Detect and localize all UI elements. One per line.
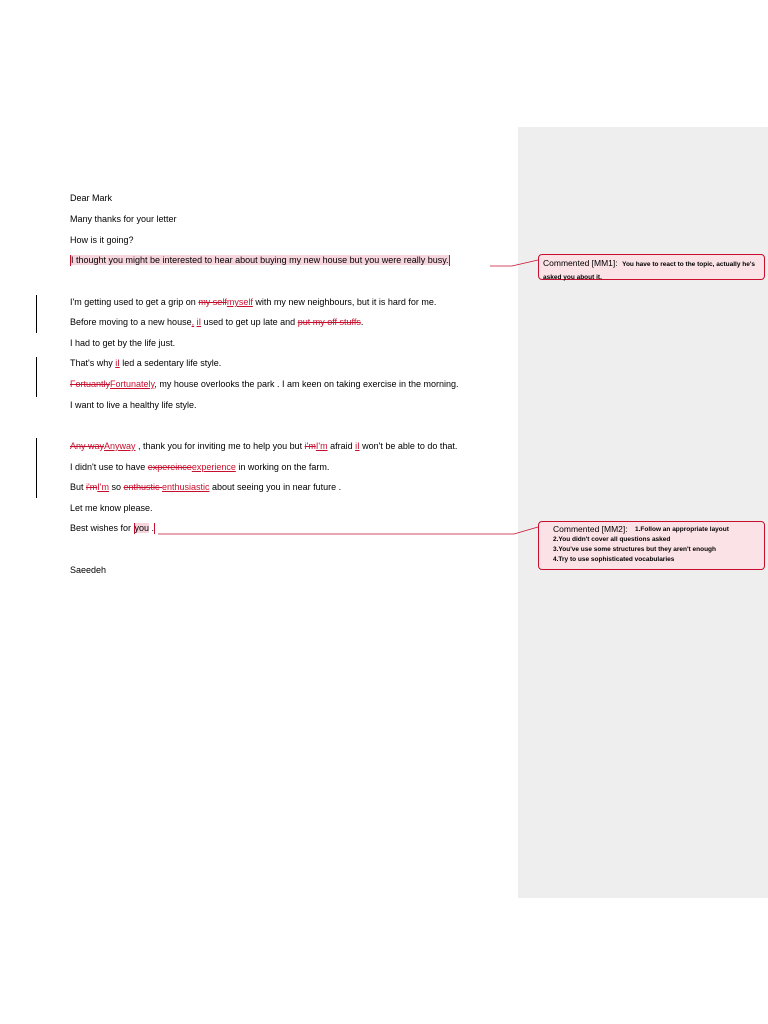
text-run: used to get up late and bbox=[201, 317, 298, 327]
insertion[interactable]: Fortunately bbox=[110, 379, 155, 389]
signature: Saeedeh bbox=[70, 565, 107, 575]
paragraph-line: Let me know please. bbox=[70, 503, 153, 513]
deletion[interactable]: Any way bbox=[70, 441, 105, 451]
commented-text[interactable]: I thought you might be interested to hear about buying my new house but you were really busy. bbox=[71, 255, 449, 265]
greeting: Dear Mark bbox=[70, 193, 113, 203]
comment-bubble-mm1[interactable] bbox=[538, 254, 765, 280]
text-run: so bbox=[108, 482, 124, 492]
deletion[interactable]: enthustic bbox=[123, 482, 162, 492]
text-run: afraid bbox=[327, 441, 356, 451]
comment-header: Commented [MM1]: bbox=[543, 258, 618, 268]
text-run: with my new neighbours, but it is hard for me. bbox=[252, 297, 437, 307]
insertion[interactable]: Anyway bbox=[104, 441, 136, 451]
insertion[interactable]: iI bbox=[115, 358, 120, 368]
comment-item: 3.You've use some structures but they aren't enough bbox=[553, 546, 716, 553]
deletion[interactable]: i'm bbox=[86, 482, 98, 492]
deletion[interactable]: Fortuantly bbox=[70, 379, 111, 389]
deletion[interactable]: expereince bbox=[147, 462, 192, 472]
text-run: I'm getting used to get a grip on bbox=[70, 297, 199, 307]
text-run: Best wishes for bbox=[70, 523, 134, 533]
deletion[interactable]: i'm bbox=[304, 441, 316, 451]
comment-text: You have to react to the topic, actually he's asked you about it. bbox=[543, 261, 755, 281]
paragraph-line: I had to get by the life just. bbox=[70, 338, 176, 348]
comment-item: 4.Try to use sophisticated vocabularies bbox=[553, 556, 675, 563]
text-run: Before moving to a new house bbox=[70, 317, 192, 327]
insertion[interactable]: experience bbox=[191, 462, 236, 472]
text-run: in working on the farm. bbox=[235, 462, 330, 472]
insertion[interactable]: I'm bbox=[315, 441, 328, 451]
text-run: , my house overlooks the park . I am keen on taking exercise in the morning. bbox=[154, 379, 459, 389]
text-run: , thank you for inviting me to help you but bbox=[135, 441, 305, 451]
text-run: . bbox=[149, 523, 155, 533]
deletion[interactable]: put my off stuffs bbox=[297, 317, 361, 327]
deletion[interactable]: my self bbox=[198, 297, 227, 307]
insertion[interactable]: iI bbox=[355, 441, 360, 451]
insertion[interactable]: iI bbox=[196, 317, 202, 327]
comment-header: Commented [MM2]: bbox=[553, 524, 628, 534]
text-run: led a sedentary life style. bbox=[119, 358, 222, 368]
paragraph-line: How is it going? bbox=[70, 235, 134, 245]
insertion[interactable]: , bbox=[191, 317, 195, 327]
text-run: . bbox=[360, 317, 364, 327]
text-run: But bbox=[70, 482, 87, 492]
insertion[interactable]: enthusiastic bbox=[162, 482, 210, 492]
paragraph-line: I want to live a healthy life style. bbox=[70, 400, 197, 410]
comment-item: 2.You didn't cover all questions asked bbox=[553, 536, 671, 543]
paragraph-line: Many thanks for your letter bbox=[70, 214, 177, 224]
insertion[interactable]: I'm bbox=[97, 482, 109, 492]
text-run: That's why bbox=[70, 358, 116, 368]
text-run: I didn't use to have bbox=[70, 462, 148, 472]
insertion[interactable]: myself bbox=[226, 297, 253, 307]
commented-text[interactable]: you bbox=[134, 523, 150, 533]
comment-bubble-mm2[interactable] bbox=[538, 521, 765, 570]
comment-item: 1.Follow an appropriate layout bbox=[635, 526, 729, 533]
text-run: about seeing you in near future . bbox=[209, 482, 342, 492]
text-run: won't be able to do that. bbox=[359, 441, 458, 451]
